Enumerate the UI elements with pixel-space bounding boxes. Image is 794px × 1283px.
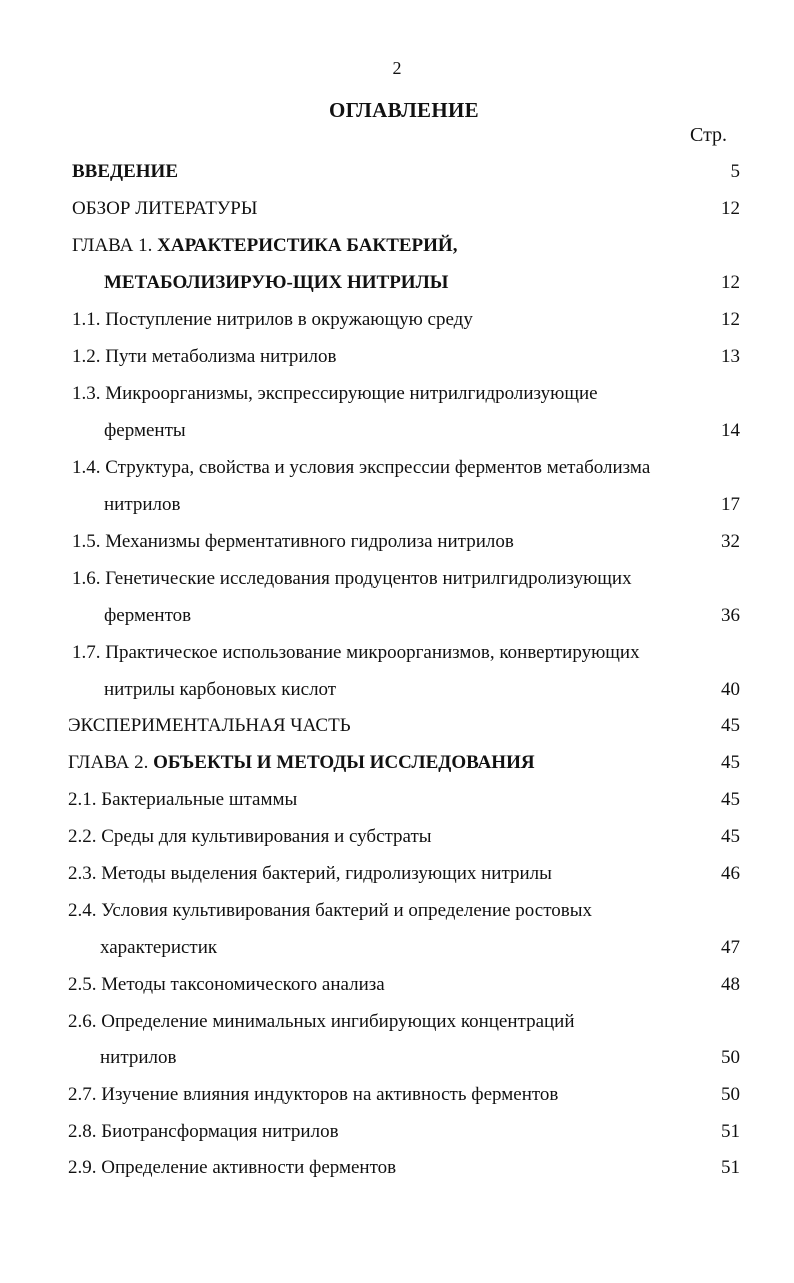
toc-entry-page: 45 bbox=[721, 752, 740, 773]
toc-entry-text: 2.1. Бактериальные штаммы bbox=[68, 789, 298, 810]
toc-entry-page: 12 bbox=[721, 198, 740, 219]
toc-entry-text: 1.4. Структура, свойства и условия экспрессии ферментов метаболизма bbox=[72, 457, 651, 478]
toc-entry-text: нитрилов bbox=[100, 1047, 177, 1068]
page-column-header: Стр. bbox=[690, 124, 728, 146]
toc-entry-text: 1.3. Микроорганизмы, экспрессирующие нитрилгидролизующие bbox=[72, 383, 598, 404]
toc-entry bbox=[0, 601, 794, 631]
toc-entry bbox=[0, 970, 794, 1000]
toc-entry bbox=[0, 933, 794, 963]
toc-entry bbox=[0, 1007, 794, 1037]
toc-entry-page: 51 bbox=[721, 1121, 740, 1142]
toc-entry-page: 12 bbox=[721, 272, 740, 293]
toc-entry bbox=[0, 416, 794, 446]
toc-entry-page: 50 bbox=[721, 1047, 740, 1068]
toc-entry bbox=[0, 490, 794, 520]
toc-entry bbox=[0, 785, 794, 815]
toc-entry-page: 48 bbox=[721, 974, 740, 995]
toc-entry bbox=[0, 1117, 794, 1147]
toc-entry-text: 2.4. Условия культивирования бактерий и определение ростовых bbox=[68, 900, 593, 921]
toc-entry-page: 12 bbox=[721, 309, 740, 330]
toc-entry-text: 2.6. Определение минимальных ингибирующих концентраций bbox=[68, 1011, 575, 1032]
chapter-prefix: ГЛАВА 1. bbox=[72, 235, 158, 256]
toc-entry-page: 14 bbox=[721, 420, 740, 441]
toc-entry bbox=[0, 638, 794, 668]
toc-entry bbox=[0, 1080, 794, 1110]
toc-entry-text: ферменты bbox=[104, 420, 186, 441]
toc-entry bbox=[0, 379, 794, 409]
toc-entry-page: 32 bbox=[721, 531, 740, 552]
toc-entry bbox=[0, 896, 794, 926]
toc-entry-text: ВВЕДЕНИЕ bbox=[72, 161, 178, 182]
toc-entry bbox=[0, 711, 794, 741]
toc-entry-page: 13 bbox=[721, 346, 740, 367]
toc-entry-text: 2.7. Изучение влияния индукторов на активность ферментов bbox=[68, 1084, 559, 1105]
toc-entry-text: 2.8. Биотрансформация нитрилов bbox=[68, 1121, 339, 1142]
toc-entry-text bbox=[68, 748, 535, 778]
toc-entry-text: ОБЗОР ЛИТЕРАТУРЫ bbox=[72, 198, 258, 219]
toc-entry-text: нитрилов bbox=[104, 494, 181, 515]
toc-entry-page: 51 bbox=[721, 1157, 740, 1178]
toc-entry-text: 1.6. Генетические исследования продуцентов нитрилгидролизующих bbox=[72, 568, 632, 589]
toc-entry bbox=[0, 453, 794, 483]
toc-entry-text: ферментов bbox=[104, 605, 192, 626]
toc-entry bbox=[0, 1153, 794, 1183]
toc-entry bbox=[0, 748, 794, 778]
toc-entry-text: нитрилы карбоновых кислот bbox=[104, 679, 337, 700]
toc-entry-text: 1.2. Пути метаболизма нитрилов bbox=[72, 346, 337, 367]
toc-entry-page: 45 bbox=[721, 826, 740, 847]
toc-entry-text: 2.2. Среды для культивирования и субстраты bbox=[68, 826, 432, 847]
toc-entry-page: 36 bbox=[721, 605, 740, 626]
toc-entry bbox=[0, 527, 794, 557]
toc-entry-text: МЕТАБОЛИЗИРУЮ-ЩИХ НИТРИЛЫ bbox=[104, 272, 449, 293]
toc-entry-text: 1.7. Практическое использование микроорганизмов, конвертирующих bbox=[72, 642, 640, 663]
toc-entry bbox=[0, 342, 794, 372]
toc-entry-text: 2.9. Определение активности ферментов bbox=[68, 1157, 397, 1178]
toc-entry-text: ЭКСПЕРИМЕНТАЛЬНАЯ ЧАСТЬ bbox=[68, 715, 351, 736]
page-title: ОГЛАВЛЕНИЕ bbox=[329, 98, 479, 122]
toc-entry-page: 45 bbox=[721, 715, 740, 736]
toc-entry bbox=[0, 675, 794, 705]
toc-entry bbox=[0, 268, 794, 298]
toc-entry-page: 5 bbox=[730, 161, 740, 182]
page-number: 2 bbox=[392, 58, 402, 78]
toc-entry bbox=[0, 305, 794, 335]
toc-entry bbox=[0, 1043, 794, 1073]
toc-entry-text: 2.5. Методы таксономического анализа bbox=[68, 974, 385, 995]
toc-entry-page: 47 bbox=[721, 937, 740, 958]
toc-entry-page: 40 bbox=[721, 679, 740, 700]
toc-entry bbox=[0, 194, 794, 224]
toc-entry-text bbox=[72, 231, 457, 261]
chapter-title: ХАРАКТЕРИСТИКА БАКТЕРИЙ, bbox=[157, 235, 458, 256]
toc-entry-text: 2.3. Методы выделения бактерий, гидролизующих нитрилы bbox=[68, 863, 552, 884]
toc-entry bbox=[0, 231, 794, 261]
toc-entry-text: 1.5. Механизмы ферментативного гидролиза нитрилов bbox=[72, 531, 514, 552]
toc-entry-page: 17 bbox=[721, 494, 740, 515]
chapter-prefix: ГЛАВА 2. bbox=[68, 752, 154, 773]
toc-entry-text: характеристик bbox=[100, 937, 218, 958]
chapter-title: ОБЪЕКТЫ И МЕТОДЫ ИССЛЕДОВАНИЯ bbox=[153, 752, 535, 773]
toc-entry-page: 50 bbox=[721, 1084, 740, 1105]
toc-entry bbox=[0, 157, 794, 187]
toc-entry bbox=[0, 564, 794, 594]
toc-entry bbox=[0, 859, 794, 889]
toc-entry bbox=[0, 822, 794, 852]
toc-entry-page: 46 bbox=[721, 863, 740, 884]
toc-entry-text: 1.1. Поступление нитрилов в окружающую среду bbox=[72, 309, 473, 330]
toc-entry-page: 45 bbox=[721, 789, 740, 810]
